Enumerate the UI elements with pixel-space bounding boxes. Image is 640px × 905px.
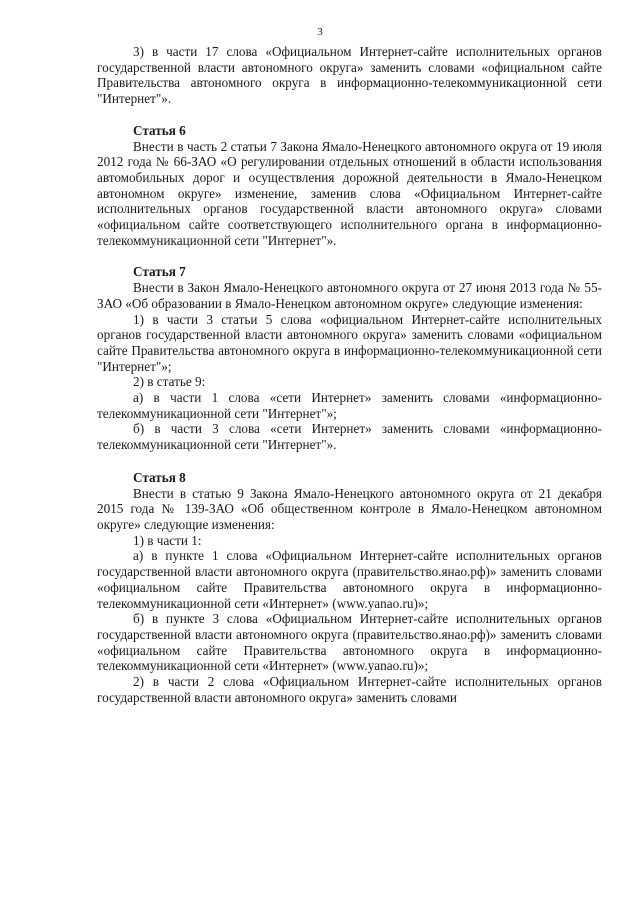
article-8-item-1b: б) в пункте 3 слова «Официальном Интернет-сайте исполнительных органов государственной власти автономного округа (правительство.янао.рф)» заменить словами «официальном сайте Правительства автономного округа в информационно-телекоммуникационной сети «Интернет» (www.yanao.ru)»; <box>97 611 602 674</box>
document-body <box>97 44 602 705</box>
article-6-paragraph: Внести в часть 2 статьи 7 Закона Ямало-Ненецкого автономного округа от 19 июля 2012 года № 66-ЗАО «О регулировании отдельных отношений в области использования автомобильных дорог и осуществления дорожной деятельности в Ямало-Ненецком автономном округе» изменение, заменив слова «Официальном Интернет-сайте исполнительных органов государственной власти автономного округа» словами «официальном сайте соответствующего исполнительного органа в информационно-телекоммуникационной сети "Интернет"». <box>97 138 602 248</box>
page-number: 3 <box>317 26 323 38</box>
article-7-heading: Статья 7 <box>133 264 186 280</box>
article-7-item-2b: б) в части 3 слова «сети Интернет» заменить словами «информационно-телекоммуникационной сети "Интернет"». <box>97 421 602 453</box>
article-7-intro: Внести в Закон Ямало-Ненецкого автономного округа от 27 июня 2013 года № 55-ЗАО «Об образовании в Ямало-Ненецком автономном округе» следующие изменения: <box>97 280 602 311</box>
article-8-item-1: 1) в части 1: <box>133 532 202 548</box>
article-7-item-1: 1) в части 3 статьи 5 слова «официальном Интернет-сайте исполнительных органов государственной власти автономного округа» заменить словами «официальном сайте Правительства автономного округа в информационно-телекоммуникационной сети "Интернет"»; <box>97 311 602 374</box>
spacer <box>97 107 602 123</box>
paragraph-art5-item3: 3) в части 17 слова «Официальном Интернет-сайте исполнительных органов государственной власти автономного округа» заменить словами «официальном сайте Правительства автономного округа в информационно-телекоммуникационной сети "Интернет"». <box>97 44 602 107</box>
article-7-item-2a: а) в части 1 слова «сети Интернет» заменить словами «информационно-телекоммуникационной сети "Интернет"»; <box>97 390 602 421</box>
spacer <box>97 248 602 264</box>
article-8-heading: Статья 8 <box>133 469 186 485</box>
article-8-item-2: 2) в части 2 слова «Официальном Интернет-сайте исполнительных органов государственной власти автономного округа» заменить словами <box>97 674 602 705</box>
article-8-item-1a: а) в пункте 1 слова «Официальном Интернет-сайте исполнительных органов государственной власти автономного округа (правительство.янао.рф)» заменить словами «официальном сайте Правительства автономного округа в информационно-телекоммуникационной сети «Интернет» (www.yanao.ru)»; <box>97 548 602 611</box>
article-6-heading: Статья 6 <box>133 122 186 138</box>
article-7-item-2: 2) в статье 9: <box>133 374 206 390</box>
spacer <box>97 453 602 470</box>
article-8-intro: Внести в статью 9 Закона Ямало-Ненецкого автономного округа от 21 декабря 2015 года № 139-ЗАО «Об общественном контроле в Ямало-Ненецком автономном округе» следующие изменения: <box>97 485 602 532</box>
